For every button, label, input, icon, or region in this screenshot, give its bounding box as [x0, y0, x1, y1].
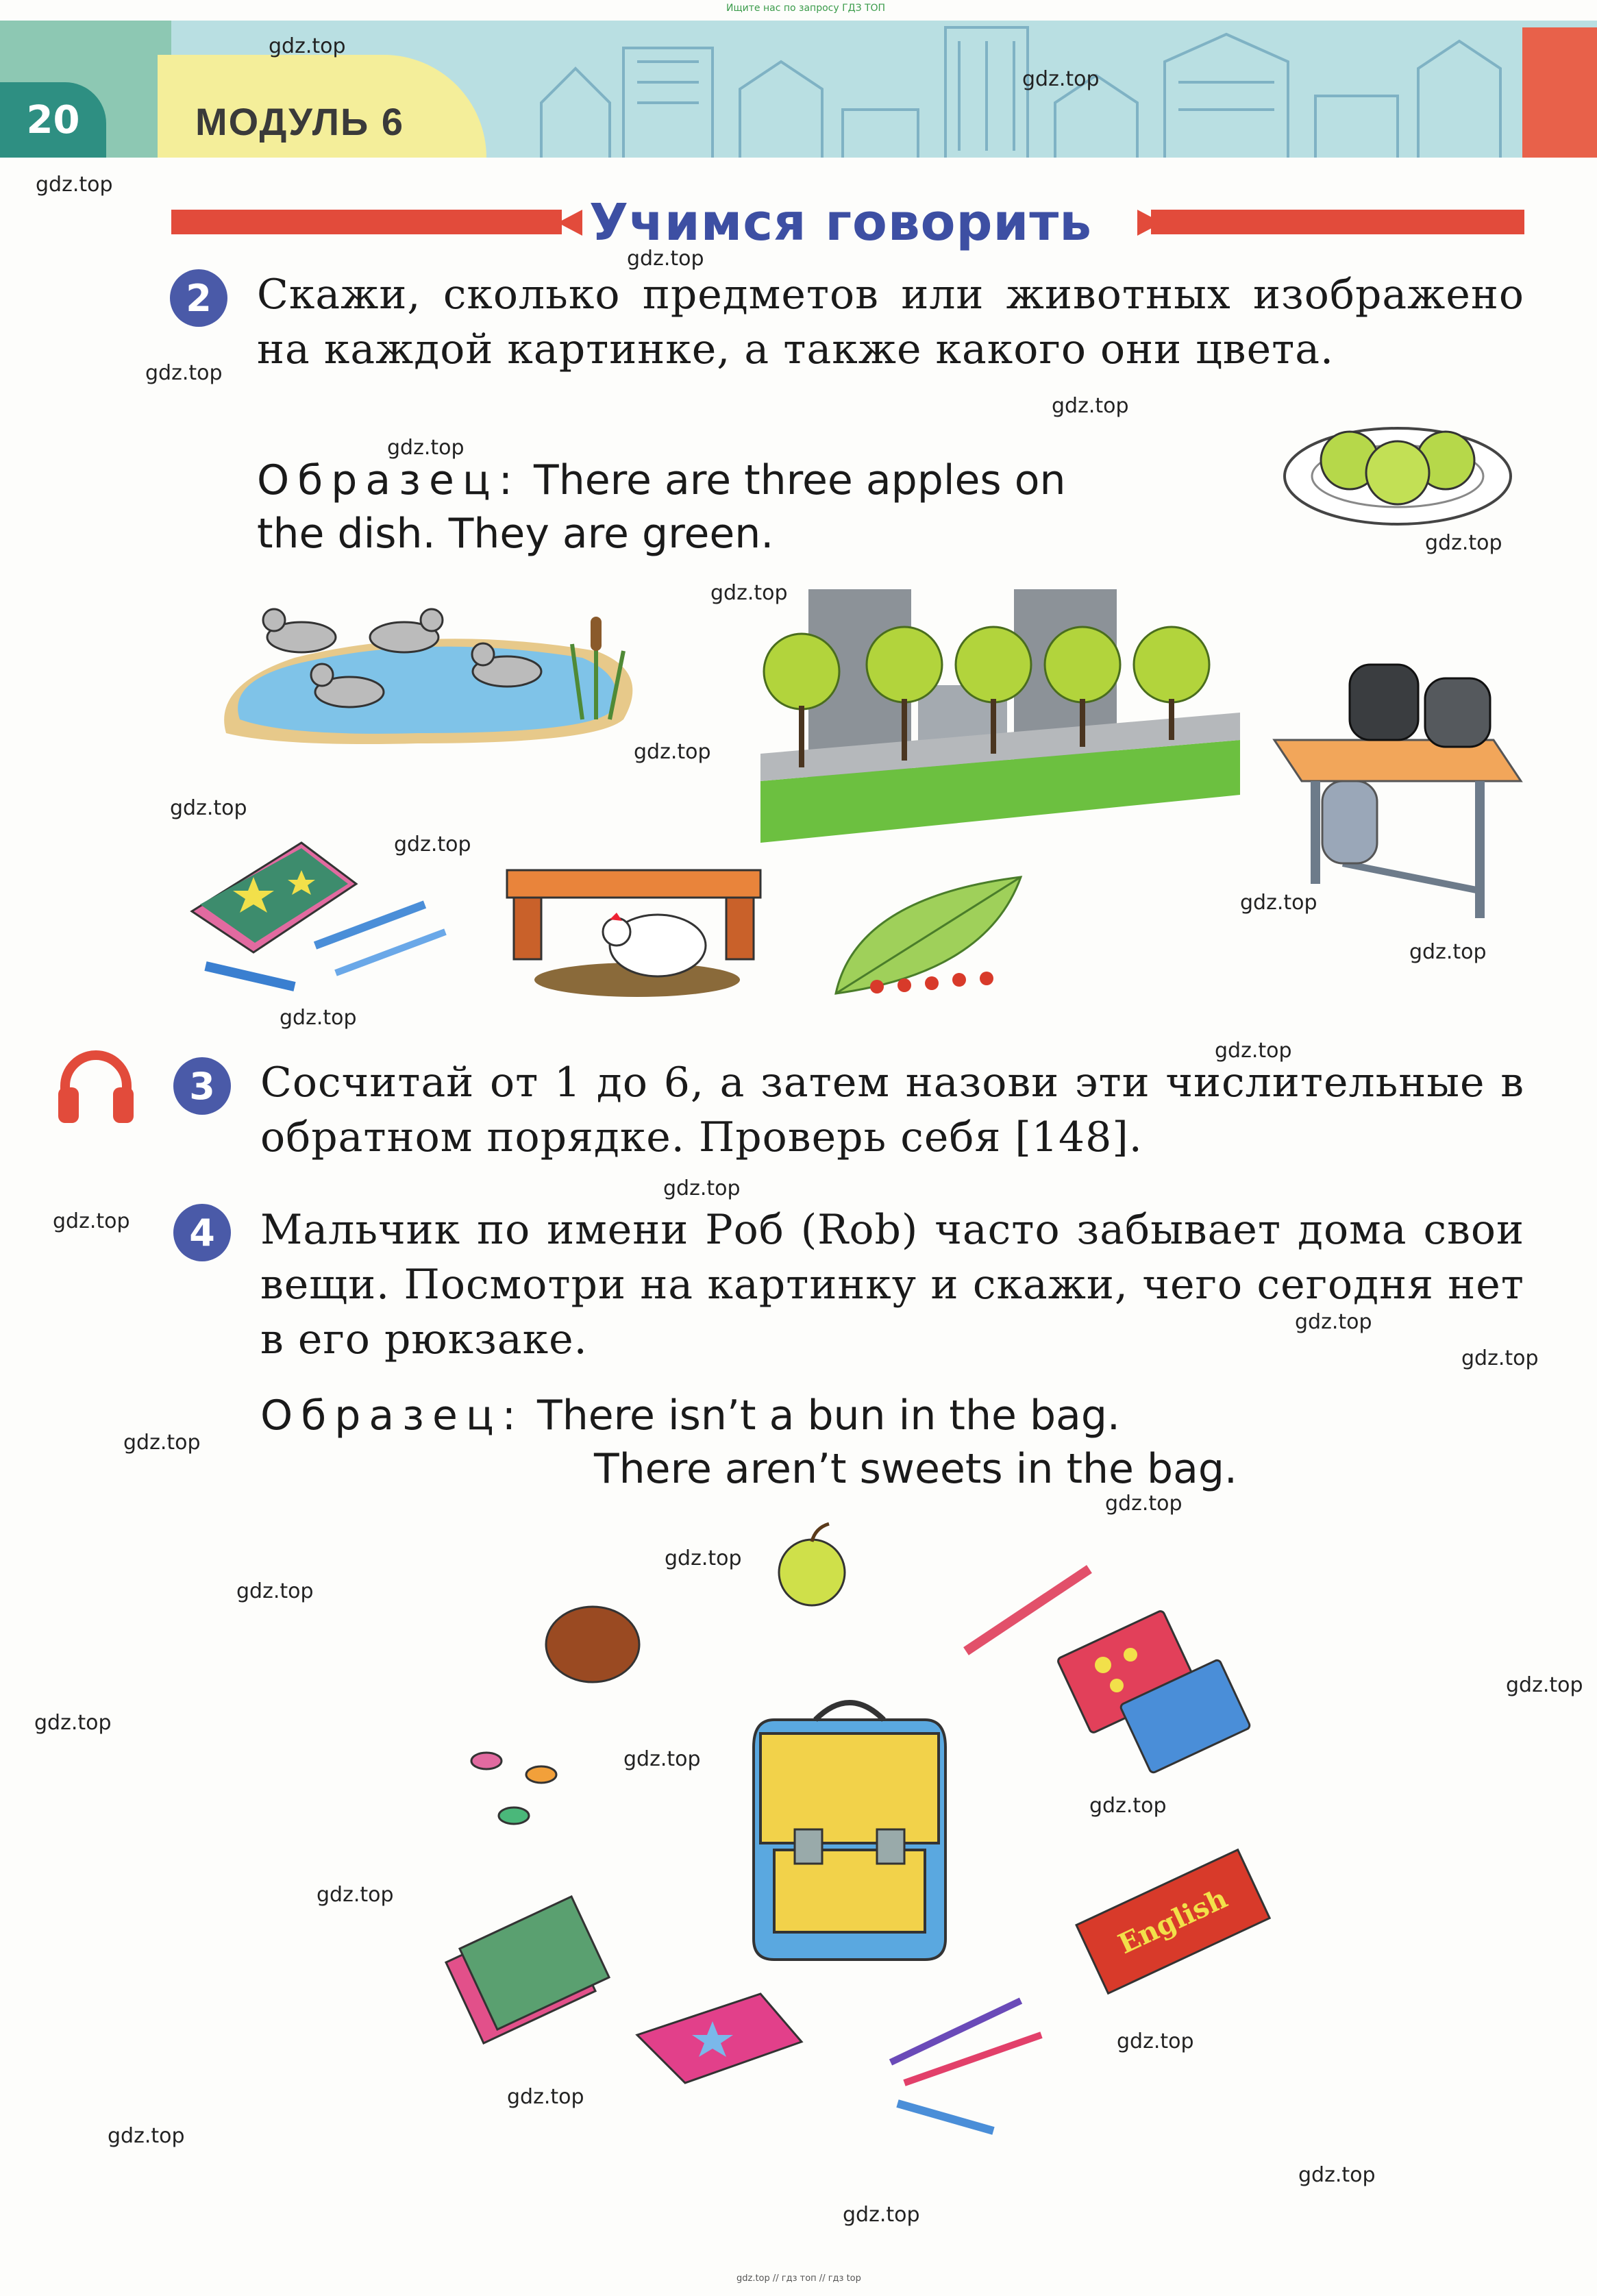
task-number-4: 4 — [173, 1204, 231, 1261]
module-title: МОДУЛЬ 6 — [195, 100, 404, 143]
task-number-3: 3 — [173, 1057, 231, 1115]
watermark: gdz.top — [1461, 1346, 1539, 1370]
watermark: gdz.top — [394, 832, 471, 856]
watermark: gdz.top — [36, 173, 113, 197]
watermark: gdz.top — [317, 1883, 394, 1907]
watermark: gdz.top — [507, 2085, 584, 2109]
task-number-2: 2 — [170, 269, 227, 327]
watermark: gdz.top — [634, 740, 711, 764]
watermark: gdz.top — [108, 2124, 185, 2148]
task-4-text: Мальчик по имени Роб (Rob) часто забывает дома свои вещи. Посмотри на картинку и скажи, чего сегодня нет в его рюкзаке. — [260, 1206, 1524, 1363]
title-arrow-left — [548, 206, 582, 240]
watermark: gdz.top — [665, 1546, 742, 1570]
title-stripe-left — [171, 210, 562, 234]
watermark: gdz.top — [145, 361, 223, 385]
english-book-label: English — [1113, 1881, 1233, 1961]
watermark: gdz.top — [1215, 1039, 1292, 1063]
watermark: gdz.top — [710, 581, 788, 605]
watermark: gdz.top — [1295, 1310, 1372, 1334]
watermark: gdz.top — [663, 1176, 741, 1200]
watermark: gdz.top — [1117, 2029, 1194, 2053]
schoolbag-illustration — [713, 1692, 987, 1966]
sample-label: Образец: — [260, 1392, 524, 1440]
page-number: 20 — [0, 82, 106, 158]
section-title: Учимся говорить — [589, 193, 1093, 252]
leaf-ladybirds-illustration — [829, 870, 1035, 1007]
watermark: gdz.top — [1022, 67, 1100, 91]
bottom-note: gdz.top // гдз топ // гдз top — [736, 2273, 861, 2284]
watermark: gdz.top — [170, 796, 247, 820]
sample-label: Образец: — [257, 456, 521, 504]
watermark: gdz.top — [1052, 394, 1129, 418]
bench-hen-illustration — [500, 863, 774, 1000]
pencil-case-pens-illustration — [178, 836, 452, 993]
pens-illustration — [884, 1994, 1055, 2131]
task-3-text: Сосчитай от 1 до 6, а затем назови эти числительные в обратном порядке. Проверь себя [148]. — [260, 1059, 1524, 1161]
watermark: gdz.top — [843, 2203, 920, 2227]
bun-illustration — [545, 1603, 641, 1686]
watermark: gdz.top — [1425, 531, 1502, 555]
watermark: gdz.top — [627, 247, 704, 271]
task-2-sample — [257, 454, 1271, 560]
watermark: gdz.top — [387, 436, 465, 460]
headphones-icon — [55, 1045, 137, 1127]
header-red-tab — [1522, 27, 1597, 158]
pink-pencil-case-illustration — [630, 1987, 808, 2090]
watermark: gdz.top — [1506, 1673, 1583, 1697]
sample-line-1: There isn’t a bun in the bag. — [537, 1392, 1120, 1440]
apples-dish-illustration — [1281, 418, 1514, 528]
watermark: gdz.top — [236, 1579, 314, 1603]
title-arrow-right — [1137, 206, 1172, 240]
english-book-illustration — [1069, 1850, 1274, 1987]
watermark: gdz.top — [623, 1747, 701, 1771]
watermark: gdz.top — [1409, 940, 1487, 964]
title-stripe-right — [1151, 210, 1524, 234]
notebooks-illustration — [1055, 1617, 1261, 1781]
ducks-pond-illustration — [212, 596, 651, 747]
watermark: gdz.top — [1298, 2163, 1376, 2187]
watermark: gdz.top — [1105, 1492, 1183, 1516]
sample-line-2: There aren’t sweets in the bag. — [594, 1445, 1237, 1493]
watermark: gdz.top — [123, 1431, 201, 1455]
sample-line-2: the dish. They are green. — [257, 510, 774, 558]
sweets-illustration — [452, 1740, 575, 1836]
task-4-sample — [260, 1389, 1425, 1496]
green-book-illustration — [445, 1891, 623, 2056]
watermark: gdz.top — [269, 34, 346, 58]
apple-illustration — [774, 1521, 850, 1610]
top-note: Ищите нас по запросу ГДЗ ТОП — [726, 3, 886, 14]
watermark: gdz.top — [1089, 1794, 1167, 1818]
watermark: gdz.top — [1240, 891, 1317, 915]
watermark: gdz.top — [53, 1209, 130, 1233]
sample-line-1: There are three apples on — [534, 456, 1066, 504]
task-2-text: Скажи, сколько предметов или животных изображено на каждой картинке, а также какого они цвета. — [257, 271, 1524, 373]
watermark: gdz.top — [280, 1006, 357, 1030]
watermark: gdz.top — [34, 1711, 112, 1735]
trees-park-illustration — [760, 589, 1240, 843]
